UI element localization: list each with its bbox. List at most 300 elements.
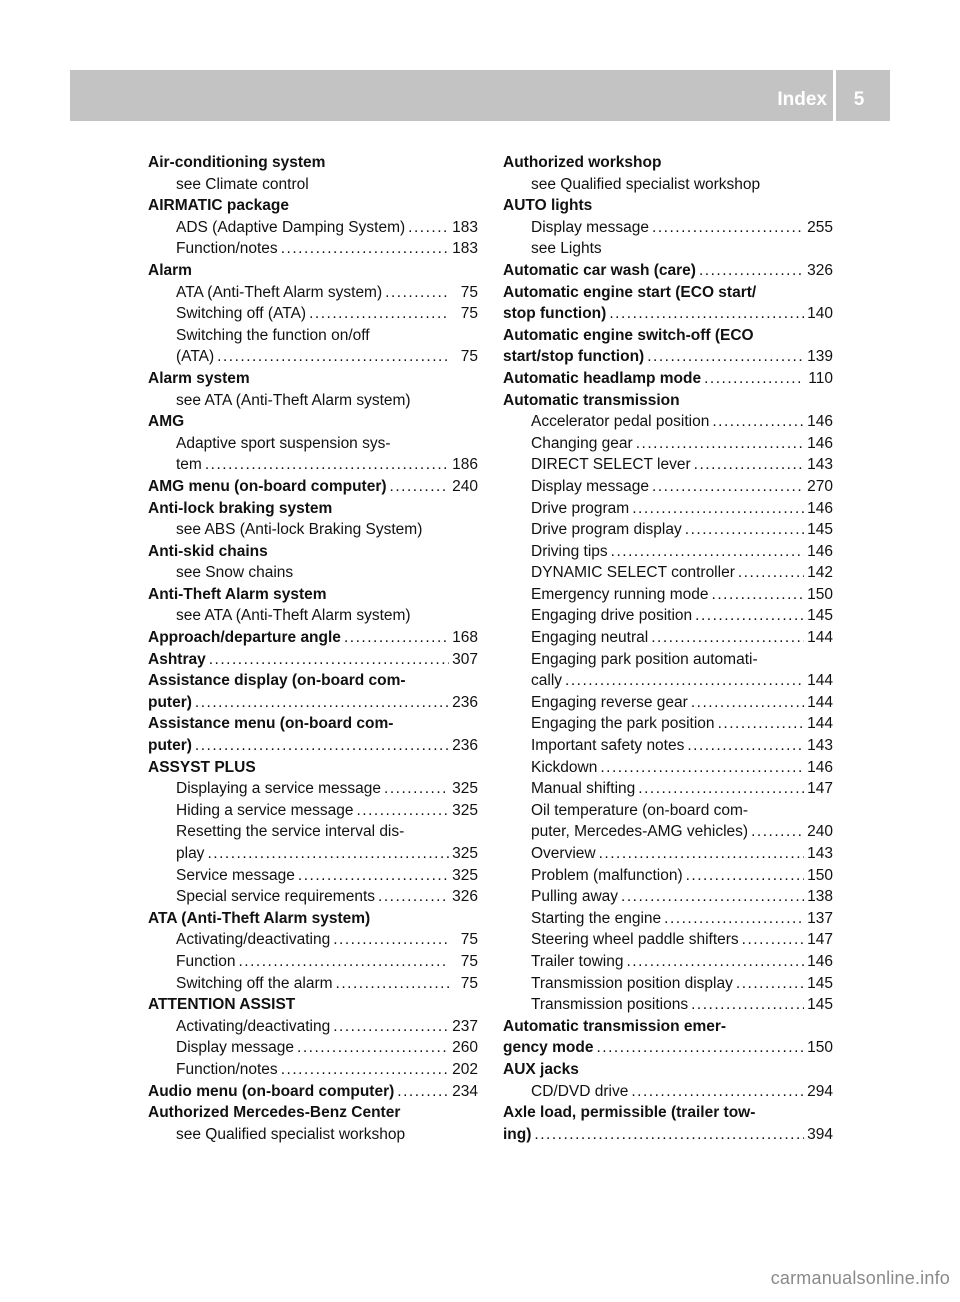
entry-text: Alarm system xyxy=(148,369,250,387)
page-ref[interactable]: 146 xyxy=(807,758,833,776)
watermark: carmanualsonline.info xyxy=(770,1268,950,1288)
entry-text: Function xyxy=(176,952,236,970)
index-subentry xyxy=(148,519,478,541)
page-ref[interactable]: 146 xyxy=(807,499,833,517)
dot-leader xyxy=(534,1124,804,1146)
index-entry xyxy=(148,498,478,520)
page-ref[interactable]: 145 xyxy=(807,607,833,625)
page-ref[interactable]: 75 xyxy=(460,348,478,366)
index-entry xyxy=(503,260,833,282)
index-entry xyxy=(503,390,833,412)
entry-text: Changing gear xyxy=(531,434,633,452)
dot-leader xyxy=(333,929,449,951)
index-subentry xyxy=(148,1124,478,1146)
page-ref[interactable]: 150 xyxy=(807,1039,833,1057)
index-subentry xyxy=(148,325,478,347)
index-entry xyxy=(503,346,833,368)
page-ref[interactable]: 186 xyxy=(452,456,478,474)
entry-text: Function/notes xyxy=(176,1060,278,1078)
entry-text: Switching off (ATA) xyxy=(176,305,307,323)
entry-text: AMG xyxy=(148,413,185,431)
entry-text: AMG menu (on-board computer) xyxy=(148,477,387,495)
entry-text: start/stop function) xyxy=(503,348,645,366)
page-ref[interactable]: 270 xyxy=(807,477,833,495)
entry-text: Resetting the service interval dis- xyxy=(176,823,405,841)
entry-text: see Qualified specialist workshop xyxy=(176,1125,406,1143)
entry-text: Drive program xyxy=(531,499,630,517)
index-subentry xyxy=(148,562,478,584)
entry-text: Authorized Mercedes-Benz Center xyxy=(148,1104,401,1122)
dot-leader xyxy=(636,433,804,455)
index-entry xyxy=(148,152,478,174)
dot-leader xyxy=(664,908,804,930)
entry-text: gency mode xyxy=(503,1039,594,1057)
index-subentry xyxy=(503,1081,833,1103)
index-subentry xyxy=(148,217,478,239)
page-ref[interactable]: 75 xyxy=(460,931,478,949)
entry-text: Display message xyxy=(531,218,650,236)
dot-leader xyxy=(205,454,449,476)
page-ref[interactable]: 139 xyxy=(807,348,833,366)
index-entry xyxy=(148,411,478,433)
index-subentry xyxy=(148,778,478,800)
entry-text: Engaging the park position xyxy=(531,715,715,733)
index-entry xyxy=(503,152,833,174)
index-entry xyxy=(503,325,833,347)
index-subentry xyxy=(148,238,478,260)
page-ref[interactable]: 143 xyxy=(807,845,833,862)
page-ref[interactable]: 325 xyxy=(452,801,478,819)
page-ref[interactable]: 75 xyxy=(460,952,478,970)
entry-text: stop function) xyxy=(503,305,607,323)
entry-text: Drive program display xyxy=(531,521,682,539)
dot-leader xyxy=(699,260,804,282)
dot-leader xyxy=(718,713,804,735)
index-subentry xyxy=(503,649,833,671)
index-subentry xyxy=(148,973,478,995)
dot-leader xyxy=(638,778,804,800)
index-subentry xyxy=(503,584,833,606)
index-entry xyxy=(503,303,833,325)
dot-leader xyxy=(397,1081,449,1103)
entry-text: Assistance menu (on-board com- xyxy=(148,715,394,733)
page-ref[interactable]: 255 xyxy=(807,218,833,236)
dot-leader xyxy=(652,476,804,498)
index-subentry xyxy=(503,713,833,735)
page-ref[interactable]: 144 xyxy=(807,715,833,733)
entry-text: Driving tips xyxy=(531,542,608,560)
entry-text: see ATA (Anti-Theft Alarm system) xyxy=(176,607,411,625)
index-subentry xyxy=(148,800,478,822)
entry-text: Automatic car wash (care) xyxy=(503,261,696,279)
page-ref[interactable]: 326 xyxy=(807,261,833,279)
index-subentry xyxy=(503,692,833,714)
entry-text: Engaging park position automati- xyxy=(531,650,758,668)
entry-text: AUTO lights xyxy=(503,197,593,215)
page-ref[interactable]: 143 xyxy=(807,456,833,474)
index-entry xyxy=(148,908,478,930)
index-entry xyxy=(148,994,478,1016)
page-ref[interactable]: 146 xyxy=(807,413,833,431)
entry-text: DIRECT SELECT lever xyxy=(531,456,691,474)
dot-leader xyxy=(632,498,804,520)
index-subentry xyxy=(148,951,478,973)
dot-leader xyxy=(599,843,804,865)
page-ref[interactable]: 237 xyxy=(452,1017,478,1035)
entry-text: play xyxy=(176,845,205,862)
entry-text: Anti-Theft Alarm system xyxy=(148,585,327,603)
dot-leader xyxy=(378,886,449,908)
index-subentry xyxy=(148,433,478,455)
page-ref[interactable]: 145 xyxy=(807,996,833,1014)
dot-leader xyxy=(281,1059,449,1081)
entry-text: Display message xyxy=(176,1039,295,1057)
index-subentry xyxy=(148,821,478,843)
index-subentry xyxy=(503,929,833,951)
entry-text: Engaging reverse gear xyxy=(531,693,688,711)
index-subentry xyxy=(503,562,833,584)
index-subentry xyxy=(503,757,833,779)
page-ref[interactable]: 137 xyxy=(807,909,833,927)
entry-text: (ATA) xyxy=(176,348,215,366)
index-entry xyxy=(503,1059,833,1081)
page-ref[interactable]: 234 xyxy=(452,1082,478,1100)
dot-leader xyxy=(209,649,449,671)
entry-text: Service message xyxy=(176,866,295,884)
index-entry xyxy=(503,195,833,217)
dot-leader xyxy=(390,476,449,498)
dot-leader xyxy=(385,282,449,304)
index-subentry xyxy=(503,541,833,563)
entry-text: see Snow chains xyxy=(176,564,294,582)
entry-text: Activating/deactivating xyxy=(176,931,331,949)
index-subentry xyxy=(148,174,478,196)
index-entry xyxy=(148,476,478,498)
page-ref[interactable]: 146 xyxy=(807,542,833,560)
header-divider xyxy=(833,70,836,121)
dot-leader xyxy=(195,735,449,757)
page-ref[interactable]: 325 xyxy=(452,780,478,798)
dot-leader xyxy=(309,303,449,325)
index-entry xyxy=(503,1016,833,1038)
page-ref[interactable]: 144 xyxy=(807,629,833,647)
entry-text: Anti-skid chains xyxy=(148,542,268,560)
page-ref[interactable]: 143 xyxy=(807,737,833,755)
index-subentry xyxy=(503,994,833,1016)
entry-text: ADS (Adaptive Damping System) xyxy=(176,218,406,236)
dot-leader xyxy=(336,973,449,995)
index-subentry xyxy=(148,929,478,951)
entry-text: tem xyxy=(176,456,202,474)
dot-leader xyxy=(742,929,804,951)
entry-text: Accelerator pedal position xyxy=(531,413,710,431)
entry-text: see Lights xyxy=(531,240,602,258)
dot-leader xyxy=(596,1037,804,1059)
index-entry xyxy=(503,1037,833,1059)
dot-leader xyxy=(687,735,804,757)
entry-text: puter, Mercedes-AMG vehicles) xyxy=(531,823,749,841)
index-subentry xyxy=(148,1016,478,1038)
page-ref[interactable]: 307 xyxy=(452,650,478,668)
entry-text: Kickdown xyxy=(531,758,598,776)
entry-text: Air-conditioning system xyxy=(148,154,326,171)
page-ref[interactable]: 150 xyxy=(807,866,833,884)
entry-text: Switching the function on/off xyxy=(176,326,370,344)
dot-leader xyxy=(207,843,449,865)
index-subentry xyxy=(503,670,833,692)
index-subentry xyxy=(503,800,833,822)
index-subentry xyxy=(503,778,833,800)
entry-text: see ABS (Anti-lock Braking System) xyxy=(176,521,423,539)
dot-leader xyxy=(356,800,449,822)
entry-text: puter) xyxy=(148,693,192,711)
page-ref[interactable]: 75 xyxy=(460,305,478,323)
page-ref[interactable]: 260 xyxy=(452,1039,478,1057)
index-subentry xyxy=(503,973,833,995)
entry-text: AUX jacks xyxy=(503,1060,579,1078)
entry-text: Automatic engine switch-off (ECO xyxy=(503,326,754,344)
entry-text: Display message xyxy=(531,477,650,495)
page-ref[interactable]: 294 xyxy=(807,1082,833,1100)
index-entry xyxy=(148,735,478,757)
dot-leader xyxy=(626,951,804,973)
index-subentry xyxy=(503,908,833,930)
entry-text: Automatic headlamp mode xyxy=(503,369,702,387)
index-subentry xyxy=(503,519,833,541)
dot-leader xyxy=(691,692,804,714)
entry-text: DYNAMIC SELECT controller xyxy=(531,564,735,582)
index-subentry xyxy=(503,605,833,627)
page-ref[interactable]: 202 xyxy=(452,1060,478,1078)
page-ref[interactable]: 236 xyxy=(452,737,478,755)
page-ref[interactable]: 240 xyxy=(452,477,478,495)
entry-text: Overview xyxy=(531,845,596,862)
entry-text: puter) xyxy=(148,737,192,755)
dot-leader xyxy=(712,411,804,433)
page-ref[interactable]: 147 xyxy=(807,780,833,798)
index-entry xyxy=(503,1124,833,1146)
dot-leader xyxy=(217,346,449,368)
dot-leader xyxy=(611,541,804,563)
entry-text: Approach/departure angle xyxy=(148,629,341,647)
dot-leader xyxy=(712,584,805,606)
page-ref[interactable]: 236 xyxy=(452,693,478,711)
entry-text: Function/notes xyxy=(176,240,278,258)
dot-leader xyxy=(195,692,449,714)
index-subentry xyxy=(148,865,478,887)
entry-text: Pulling away xyxy=(531,888,619,906)
dot-leader xyxy=(651,627,804,649)
dot-leader xyxy=(238,951,449,973)
index-entry xyxy=(148,757,478,779)
index-subentry xyxy=(503,951,833,973)
page-ref[interactable]: 75 xyxy=(460,283,478,301)
page-ref[interactable]: 144 xyxy=(807,693,833,711)
page-ref[interactable]: 145 xyxy=(807,974,833,992)
dot-leader xyxy=(600,757,804,779)
dot-leader xyxy=(384,778,449,800)
index-entry xyxy=(148,260,478,282)
entry-text: see ATA (Anti-Theft Alarm system) xyxy=(176,391,411,409)
entry-text: see Qualified specialist workshop xyxy=(531,175,761,193)
index-column-left xyxy=(148,152,478,1145)
index-subentry xyxy=(503,217,833,239)
index-subentry xyxy=(503,238,833,260)
entry-text: Hiding a service message xyxy=(176,801,354,819)
entry-text: CD/DVD drive xyxy=(531,1082,629,1100)
page-number: 5 xyxy=(853,89,865,110)
index-entry xyxy=(148,692,478,714)
entry-text: ASSYST PLUS xyxy=(148,758,256,776)
dot-leader xyxy=(631,1081,804,1103)
entry-text: Automatic transmission xyxy=(503,391,680,409)
entry-text: Steering wheel paddle shifters xyxy=(531,931,739,949)
page-ref[interactable]: 325 xyxy=(452,866,478,884)
entry-text: Engaging neutral xyxy=(531,629,649,647)
index-subentry xyxy=(503,174,833,196)
page-ref[interactable]: 326 xyxy=(452,888,478,906)
dot-leader xyxy=(691,994,804,1016)
entry-text: Automatic engine start (ECO start/ xyxy=(503,283,757,301)
page-ref[interactable]: 142 xyxy=(807,564,833,582)
index-subentry xyxy=(503,886,833,908)
entry-text: Automatic transmission emer- xyxy=(503,1017,727,1035)
index-subentry xyxy=(148,605,478,627)
entry-text: Authorized workshop xyxy=(503,154,662,171)
index-subentry xyxy=(148,1059,478,1081)
page-ref[interactable]: 75 xyxy=(460,974,478,992)
dot-leader xyxy=(333,1016,449,1038)
entry-text: Starting the engine xyxy=(531,909,662,927)
index-entry xyxy=(148,713,478,735)
index-subentry xyxy=(148,886,478,908)
entry-text: Transmission positions xyxy=(531,996,689,1014)
page-ref[interactable]: 394 xyxy=(807,1125,833,1143)
entry-text: see Climate control xyxy=(176,175,309,193)
entry-text: cally xyxy=(531,672,563,690)
index-subentry xyxy=(148,843,478,865)
entry-text: Assistance display (on-board com- xyxy=(148,672,406,690)
entry-text: Trailer towing xyxy=(531,952,624,970)
index-subentry xyxy=(503,865,833,887)
page-ref[interactable]: 140 xyxy=(807,305,833,323)
dot-leader xyxy=(695,605,804,627)
entry-text: Ashtray xyxy=(148,650,206,668)
dot-leader xyxy=(609,303,804,325)
entry-text: Manual shifting xyxy=(531,780,636,798)
index-subentry xyxy=(148,282,478,304)
dot-leader xyxy=(751,821,804,843)
entry-text: Anti-lock braking system xyxy=(148,499,333,517)
page-ref[interactable]: 145 xyxy=(807,521,833,539)
page-ref[interactable]: 168 xyxy=(452,629,478,647)
entry-text: AIRMATIC package xyxy=(148,197,289,215)
index-entry xyxy=(148,195,478,217)
dot-leader xyxy=(704,368,804,390)
entry-text: Adaptive sport suspension sys- xyxy=(176,434,391,452)
index-subentry xyxy=(503,411,833,433)
dot-leader xyxy=(281,238,449,260)
index-entry xyxy=(148,541,478,563)
dot-leader xyxy=(686,865,804,887)
index-subentry xyxy=(503,454,833,476)
dot-leader xyxy=(652,217,804,239)
dot-leader xyxy=(685,519,804,541)
page-ref[interactable]: 144 xyxy=(807,672,833,690)
entry-text: Important safety notes xyxy=(531,737,685,755)
index-subentry xyxy=(503,433,833,455)
entry-text: Engaging drive position xyxy=(531,607,693,625)
dot-leader xyxy=(647,346,804,368)
page-ref[interactable]: 325 xyxy=(452,845,478,862)
entry-text: Oil temperature (on-board com- xyxy=(531,801,749,819)
page-ref[interactable]: 147 xyxy=(807,931,833,949)
page-ref[interactable]: 183 xyxy=(452,218,478,236)
index-subentry xyxy=(503,821,833,843)
index-subentry xyxy=(148,390,478,412)
page-ref[interactable]: 110 xyxy=(808,369,833,387)
index-subentry xyxy=(148,454,478,476)
page-ref[interactable]: 150 xyxy=(807,585,833,603)
dot-leader xyxy=(408,217,449,239)
section-title: Index xyxy=(777,89,827,110)
entry-text: ATA (Anti-Theft Alarm system) xyxy=(148,909,371,927)
dot-leader xyxy=(565,670,804,692)
index-entry xyxy=(503,1102,833,1124)
entry-text: ATA (Anti-Theft Alarm system) xyxy=(176,283,383,301)
index-entry xyxy=(148,627,478,649)
index-subentry xyxy=(503,735,833,757)
index-subentry xyxy=(148,346,478,368)
index-subentry xyxy=(503,498,833,520)
entry-text: Transmission position display xyxy=(531,974,733,992)
dot-leader xyxy=(621,886,804,908)
dot-leader xyxy=(694,454,804,476)
index-subentry xyxy=(148,1037,478,1059)
page-ref[interactable]: 240 xyxy=(807,823,833,841)
dot-leader xyxy=(297,1037,449,1059)
index-subentry xyxy=(503,476,833,498)
index-subentry xyxy=(148,303,478,325)
index-entry xyxy=(148,1081,478,1103)
index-column-right xyxy=(503,152,833,1145)
dot-leader xyxy=(298,865,449,887)
index-entry xyxy=(148,649,478,671)
dot-leader xyxy=(344,627,449,649)
page-ref[interactable]: 146 xyxy=(807,952,833,970)
entry-text: Problem (malfunction) xyxy=(531,866,683,884)
entry-text: Axle load, permissible (trailer tow- xyxy=(503,1104,756,1122)
entry-text: ing) xyxy=(503,1125,532,1143)
entry-text: Audio menu (on-board computer) xyxy=(148,1082,395,1100)
dot-leader xyxy=(738,562,804,584)
index-subentry xyxy=(503,843,833,865)
index-entry xyxy=(503,282,833,304)
entry-text: Alarm xyxy=(148,261,192,279)
entry-text: Emergency running mode xyxy=(531,585,709,603)
index-entry xyxy=(148,584,478,606)
page-ref[interactable]: 183 xyxy=(452,240,478,258)
page-ref[interactable]: 138 xyxy=(807,888,833,906)
page-ref[interactable]: 146 xyxy=(807,434,833,452)
entry-text: Activating/deactivating xyxy=(176,1017,331,1035)
entry-text: Displaying a service message xyxy=(176,780,382,798)
index-entry xyxy=(148,670,478,692)
index-entry xyxy=(503,368,833,390)
entry-text: ATTENTION ASSIST xyxy=(148,996,296,1014)
index-subentry xyxy=(503,627,833,649)
entry-text: Special service requirements xyxy=(176,888,376,906)
